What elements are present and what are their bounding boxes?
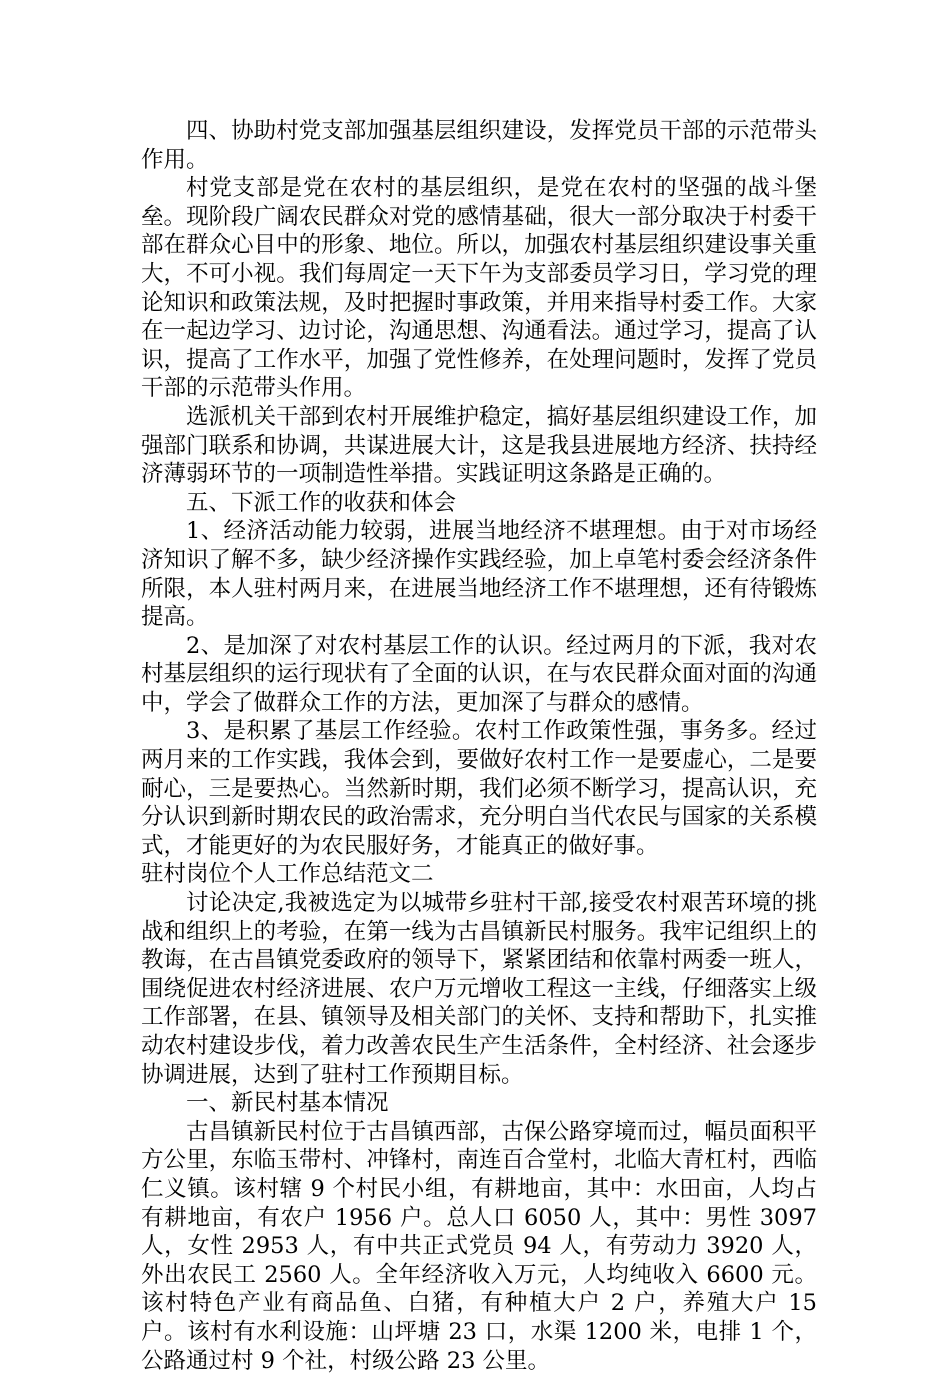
body-paragraph: 选派机关干部到农村开展维护稳定，搞好基层组织建设工作，加强部门联系和协调，共谋进展大计，这是我县进展地方经济、扶持经济薄弱环节的一项制造性举措。实践证明这条路是正确的。 bbox=[141, 403, 817, 488]
body-paragraph: 古昌镇新民村位于古昌镇西部，古保公路穿境而过，幅员面积平方公里，东临玉带村、冲锋村，南连百合堂村，北临大青杠村，西临仁义镇。该村辖 9 个村民小组，有耕地亩，其中：水田亩，人均占有耕地亩，有农户 1956 户。总人口 6050 人，其中：男性 3097 人，女性 2953 人，有中共正式党员 94 人，有劳动力 3920 人，外出农民工 2560 人。全年经济收入万元，人均纯收入 6600 元。该村特色产业有商品鱼、白猪，有种植大户 2 户，养殖大户 15 户。该村有水利设施：山坪塘 23 口，水渠 1200 米，电排 1 个，公路通过村 9 个社，村级公路 23 公里。 bbox=[141, 1118, 817, 1374]
document-title-2: 驻村岗位个人工作总结范文二 bbox=[141, 861, 434, 888]
body-paragraph: 讨论决定,我被选定为以城带乡驻村干部,接受农村艰苦环境的挑战和组织上的考验，在第一线为古昌镇新民村服务。我牢记组织上的教诲，在古昌镇党委政府的领导下，紧紧团结和依靠村两委一班人，围绕促进农村经济进展、农户万元增收工程这一主线，仔细落实上级工作部署，在县、镇领导及相关部门的关怀、支持和帮助下，扎实推动农村建设步伐，着力改善农民生产生活条件，全村经济、社会逐步协调进展，达到了驻村工作预期目标。 bbox=[141, 890, 817, 1088]
body-paragraph: 1、经济活动能力较弱，进展当地经济不堪理想。由于对市场经济知识了解不多，缺少经济操作实践经验，加上卓笔村委会经济条件所限，本人驻村两月来，在进展当地经济工作不堪理想，还有待锻炼提高。 bbox=[141, 518, 817, 631]
body-paragraph: 村党支部是党在农村的基层组织，是党在农村的坚强的战斗堡垒。现阶段广阔农民群众对党的感情基础，很大一部分取决于村委干部在群众心目中的形象、地位。所以，加强农村基层组织建设事关重大，不可小视。我们每周定一天下午为支部委员学习日，学习党的理论知识和政策法规，及时把握时事政策，并用来指导村委工作。大家在一起边学习、边讨论，沟通思想、沟通看法。通过学习，提高了认识，提高了工作水平，加强了党性修养，在处理问题时，发挥了党员干部的示范带头作用。 bbox=[141, 175, 817, 402]
section-heading-5: 五、下派工作的收获和体会 bbox=[186, 489, 457, 516]
section-heading-1: 一、新民村基本情况 bbox=[186, 1090, 389, 1117]
body-paragraph: 2、是加深了对农村基层工作的认识。经过两月的下派，我对农村基层组织的运行现状有了全面的认识，在与农民群众面对面的沟通中，学会了做群众工作的方法，更加深了与群众的感情。 bbox=[141, 632, 817, 716]
body-paragraph: 3、是积累了基层工作经验。农村工作政策性强，事务多。经过两月来的工作实践，我体会到，要做好农村工作一是要虚心，二是要耐心，三是要热心。当然新时期，我们必须不断学习，提高认识，充分认识到新时期农民的政治需求，充分明白当代农民与国家的关系模式，才能更好的为农民服好务，才能真正的做好事。 bbox=[141, 718, 817, 859]
section-heading-4: 四、协助村党支部加强基层组织建设，发挥党员干部的示范带头作用。 bbox=[141, 118, 817, 173]
document-body bbox=[141, 117, 817, 1375]
